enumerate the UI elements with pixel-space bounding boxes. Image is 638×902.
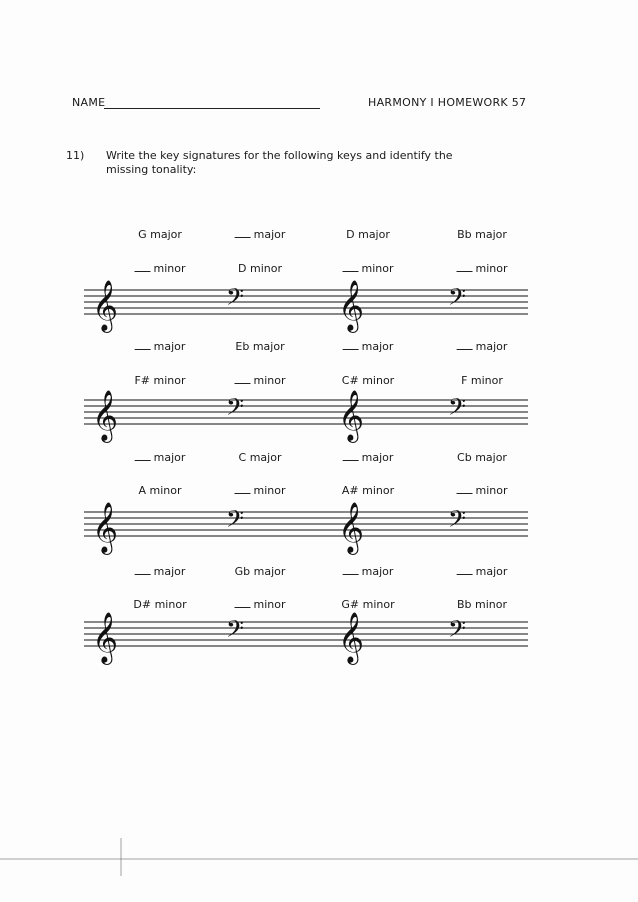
treble-clef-icon: 𝄞	[338, 390, 365, 441]
key-label: major	[153, 340, 186, 353]
key-label: minor	[153, 262, 186, 275]
treble-clef-icon: 𝄞	[92, 280, 119, 331]
key-label: major	[153, 565, 186, 578]
key-label: minor	[361, 262, 394, 275]
key-label: A# minor	[341, 484, 395, 497]
treble-clef-icon: 𝄞	[338, 612, 365, 663]
bass-clef-icon: 𝄢	[448, 615, 467, 648]
bass-clef-icon: 𝄢	[226, 393, 245, 426]
key-label: minor	[475, 262, 508, 275]
key-label: major	[475, 340, 508, 353]
treble-clef-icon: 𝄞	[338, 502, 365, 553]
key-label: F# minor	[134, 374, 186, 387]
key-label: Gb major	[234, 565, 286, 578]
key-label: D minor	[238, 262, 282, 275]
staff-system[interactable]	[84, 390, 528, 443]
key-label: minor	[475, 484, 508, 497]
key-label: major	[361, 340, 394, 353]
question-line-1: Write the key signatures for the following keys and identify the	[106, 149, 453, 162]
key-label: minor	[253, 374, 286, 387]
bass-clef-icon: 𝄢	[226, 615, 245, 648]
key-label: D# minor	[133, 598, 187, 611]
key-label: A minor	[138, 484, 182, 497]
treble-clef-icon: 𝄞	[338, 280, 365, 331]
scan-artifact	[120, 838, 122, 876]
question-number: 11)	[66, 149, 85, 162]
key-label: minor	[253, 598, 286, 611]
key-label: G# minor	[341, 598, 395, 611]
bass-clef-icon: 𝄢	[448, 393, 467, 426]
key-label: C major	[238, 451, 282, 464]
staff-system[interactable]	[84, 612, 528, 665]
treble-clef-icon: 𝄞	[92, 502, 119, 553]
key-label: F minor	[461, 374, 503, 387]
key-label: minor	[253, 484, 286, 497]
key-label: Bb major	[457, 228, 507, 241]
key-label: major	[361, 451, 394, 464]
key-label: Cb major	[457, 451, 507, 464]
bass-clef-icon: 𝄢	[226, 283, 245, 316]
bass-clef-icon: 𝄢	[226, 505, 245, 538]
bass-clef-icon: 𝄢	[448, 283, 467, 316]
key-label: major	[361, 565, 394, 578]
key-label: D major	[346, 228, 390, 241]
scan-artifact	[0, 858, 638, 860]
key-label: major	[153, 451, 186, 464]
staff-system[interactable]	[84, 280, 528, 333]
treble-clef-icon: 𝄞	[92, 612, 119, 663]
key-label: Eb major	[235, 340, 285, 353]
homework-title: HARMONY I HOMEWORK 57	[368, 96, 527, 109]
staff-system[interactable]	[84, 502, 528, 555]
key-label: Bb minor	[456, 598, 508, 611]
key-label: G major	[138, 228, 182, 241]
key-label: major	[475, 565, 508, 578]
bass-clef-icon: 𝄢	[448, 505, 467, 538]
key-label: major	[253, 228, 286, 241]
treble-clef-icon: 𝄞	[92, 390, 119, 441]
key-label: C# minor	[341, 374, 395, 387]
question-line-2: missing tonality:	[106, 163, 197, 176]
name-label: NAME	[72, 96, 106, 109]
